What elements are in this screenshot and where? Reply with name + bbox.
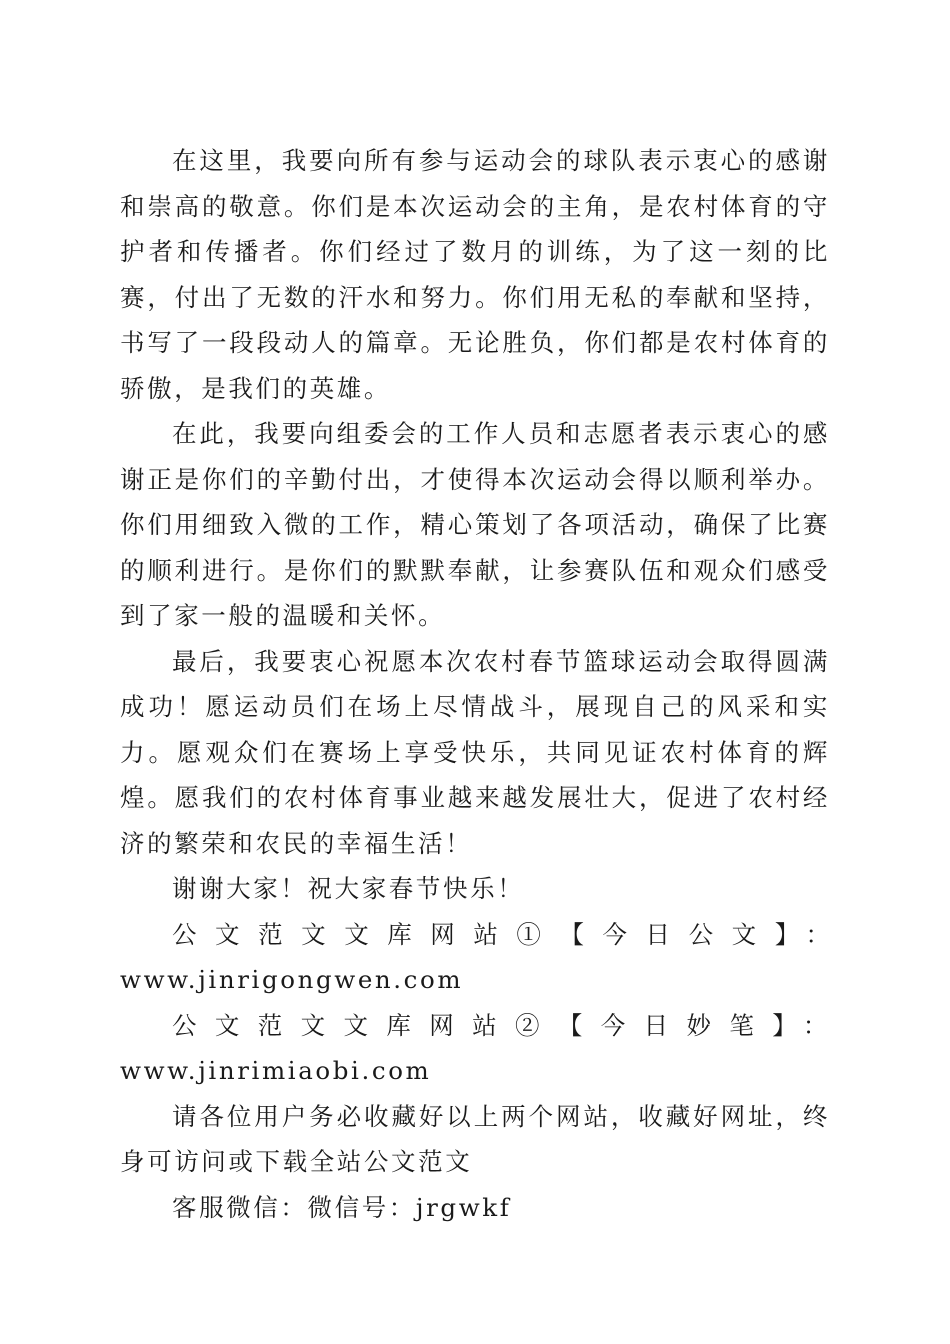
paragraph-closing: 谢谢大家！祝大家春节快乐！: [172, 874, 525, 903]
paragraph-wishes: 最后，我要衷心祝愿本次农村春节篮球运动会取得圆满成功！愿运动员们在场上尽情战斗，展现自己的风采和实力。愿观众们在赛场上享受快乐，共同见证农村体育的辉煌。愿我们的农村体育事业越来越发展壮大，促进了农村经济的繁荣和农民的幸福生活！: [120, 646, 830, 858]
site1-url: www.jinrigongwen.com: [120, 965, 464, 994]
wechat-line: 客服微信：微信号：jrgwkf: [172, 1192, 512, 1222]
site1-label: [120, 912, 830, 958]
document-body: [120, 138, 830, 1230]
paragraph-thanks-teams: 在这里，我要向所有参与运动会的球队表示衷心的感谢和崇高的敬意。你们是本次运动会的主角，是农村体育的守护者和传播者。你们经过了数月的训练，为了这一刻的比赛，付出了无数的汗水和努力。你们用无私的奉献和坚持，书写了一段段动人的篇章。无论胜负，你们都是农村体育的骄傲，是我们的英雄。: [120, 146, 830, 403]
notice-paragraph: 请各位用户务必收藏好以上两个网站，收藏好网址，终身可访问或下载全站公文范文: [120, 1101, 830, 1176]
site1-label-text: 公文范文文库网站①【今日公文】：: [172, 919, 830, 949]
site2-line: 公文范文文库网站②【今日妙笔】：www.jinrimiaobi.com: [120, 1010, 830, 1085]
paragraph-thanks-staff: 在此，我要向组委会的工作人员和志愿者表示衷心的感谢正是你们的辛勤付出，才使得本次运动会得以顺利举办。你们用细致入微的工作，精心策划了各项活动，确保了比赛的顺利进行。是你们的默默奉献，让参赛队伍和观众们感受到了家一般的温暖和关怀。: [120, 419, 830, 630]
